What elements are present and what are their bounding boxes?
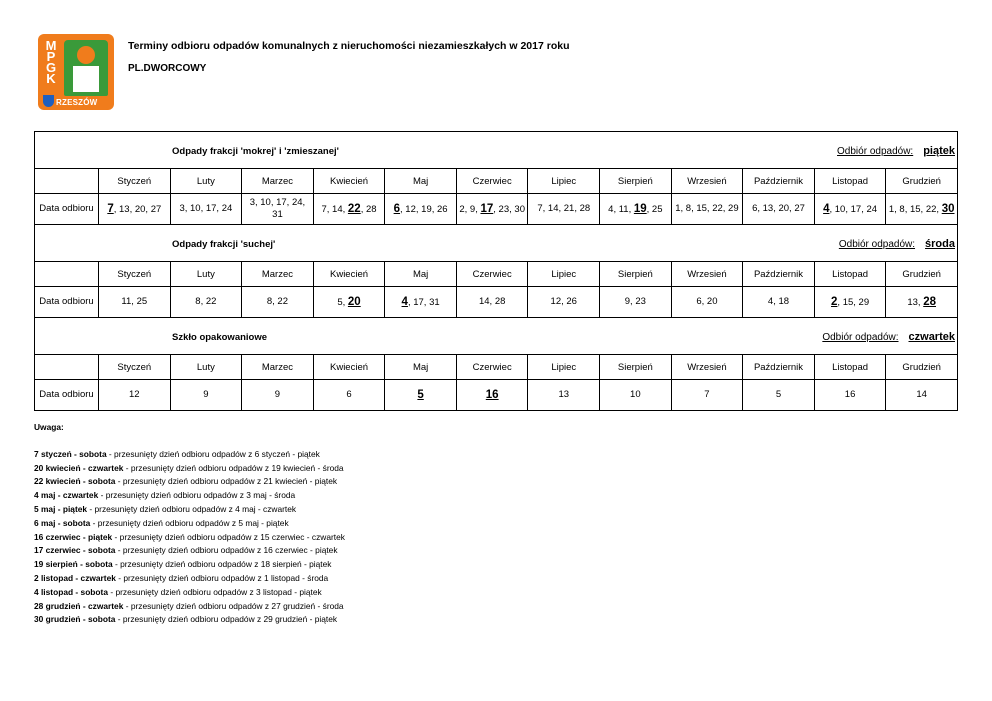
date-cell <box>385 194 457 225</box>
shifted-date: 6 <box>393 202 401 215</box>
date-rest: , 13, 20, 27 <box>113 203 162 215</box>
date-cell <box>313 287 385 318</box>
date-rest: 3, 10, 17, 24, 31 <box>249 197 306 220</box>
date-rest: 6 <box>346 389 352 400</box>
date-cell <box>170 287 242 318</box>
month-header: Lipiec <box>528 355 600 380</box>
date-rest: 9 <box>203 389 209 400</box>
mpgk-logo <box>38 34 114 110</box>
note-item <box>34 586 345 600</box>
note-text: - przesunięty dzień odbioru odpadów z 3 maj - środa <box>98 490 296 501</box>
date-cell <box>743 194 815 225</box>
month-header: Wrzesień <box>671 262 743 287</box>
month-header: Marzec <box>242 262 314 287</box>
note-text: - przesunięty dzień odbioru odpadów z 27 grudzień - środa <box>123 600 344 611</box>
date-pre: 1, 8, 15, 22, <box>888 203 942 215</box>
date-cell <box>99 287 171 318</box>
date-rest: 8, 22 <box>266 296 289 307</box>
empty-cell <box>35 169 99 194</box>
date-rest: , 15, 29 <box>837 296 870 308</box>
shifted-date: 5 <box>417 388 424 401</box>
shifted-date: 30 <box>941 202 955 215</box>
date-rest: 7 <box>704 389 710 400</box>
month-header: Wrzesień <box>671 169 743 194</box>
dates-row <box>35 287 958 318</box>
pickup-weekday: piątek <box>923 145 955 157</box>
month-header: Kwiecień <box>313 262 385 287</box>
note-date: 16 czerwiec - piątek <box>34 531 113 542</box>
pickup-weekday: czwartek <box>908 331 955 343</box>
months-row <box>35 355 958 380</box>
note-item <box>34 544 345 558</box>
date-rest: 6, 20 <box>696 296 718 307</box>
shifted-date: 22 <box>347 202 361 215</box>
month-header: Styczeń <box>99 355 171 380</box>
note-date: 28 grudzień - czwartek <box>34 600 124 611</box>
month-header: Czerwiec <box>456 262 528 287</box>
shifted-date: 2 <box>831 295 838 308</box>
month-header: Luty <box>170 355 242 380</box>
note-date: 30 grudzień - sobota <box>34 614 116 625</box>
date-cell <box>528 194 600 225</box>
pickup-label: Odbiór odpadów: <box>822 332 899 343</box>
date-rest: 9 <box>274 389 281 400</box>
pickup-label: Odbiór odpadów: <box>838 239 916 250</box>
date-cell <box>600 380 672 411</box>
date-cell <box>743 380 815 411</box>
date-cell <box>671 287 743 318</box>
section-header-row <box>35 132 958 169</box>
note-date: 2 listopad - czwartek <box>34 572 116 583</box>
dates-row <box>35 194 958 225</box>
date-cell <box>600 287 672 318</box>
date-cell <box>886 287 958 318</box>
city-crest-icon <box>43 95 54 107</box>
month-header: Październik <box>743 262 815 287</box>
row-label: Data odbioru <box>35 287 99 318</box>
note-date: 6 maj - sobota <box>34 517 91 528</box>
note-text: - przesunięty dzień odbioru odpadów z 19 kwiecień - środa <box>123 462 344 473</box>
dates-row <box>35 380 958 411</box>
date-cell <box>242 287 314 318</box>
note-item <box>34 613 345 627</box>
month-header: Październik <box>743 355 815 380</box>
month-header: Luty <box>170 262 242 287</box>
section-header-row <box>35 318 958 355</box>
date-rest: , 25 <box>646 203 663 215</box>
note-item <box>34 572 345 586</box>
empty-cell <box>35 355 99 380</box>
shifted-date: 16 <box>485 388 499 401</box>
date-cell <box>385 287 457 318</box>
date-pre: 4, 11, <box>608 203 634 215</box>
date-cell <box>886 194 958 225</box>
section-header-row <box>35 225 958 262</box>
date-rest: 16 <box>844 389 856 400</box>
note-text: - przesunięty dzień odbioru odpadów z 3 listopad - piątek <box>108 586 322 597</box>
date-pre: 7, 14, <box>321 203 348 215</box>
date-rest: , 12, 19, 26 <box>400 203 448 215</box>
month-header: Marzec <box>242 169 314 194</box>
pickup-day <box>837 145 955 157</box>
section-title: Odpady frakcji 'mokrej' i 'zmieszanej' <box>172 146 339 157</box>
date-cell <box>886 380 958 411</box>
date-rest: 11, 25 <box>121 296 148 307</box>
date-rest: 9, 23 <box>624 296 646 307</box>
date-rest: 4, 18 <box>767 296 790 307</box>
note-date: 20 kwiecień - czwartek <box>34 462 124 473</box>
date-cell <box>528 380 600 411</box>
shifted-date: 28 <box>923 295 936 308</box>
month-header: Grudzień <box>886 355 958 380</box>
logo-letter: G <box>45 60 57 75</box>
note-date: 5 maj - piątek <box>34 503 88 514</box>
month-header: Październik <box>743 169 815 194</box>
note-text: - przesunięty dzień odbioru odpadów z 21 kwiecień - piątek <box>115 476 338 487</box>
date-cell <box>456 194 528 225</box>
note-date: 19 sierpień - sobota <box>34 559 113 570</box>
note-item <box>34 448 345 462</box>
date-cell <box>99 194 171 225</box>
note-text: - przesunięty dzień odbioru odpadów z 4 maj - czwartek <box>87 503 297 514</box>
note-item <box>34 558 345 572</box>
months-row <box>35 262 958 287</box>
date-cell <box>242 380 314 411</box>
month-header: Maj <box>385 262 457 287</box>
month-header: Czerwiec <box>456 355 528 380</box>
month-header: Sierpień <box>600 262 672 287</box>
date-rest: 5 <box>775 389 782 400</box>
month-header: Maj <box>385 169 457 194</box>
section-title: Odpady frakcji 'suchej' <box>172 239 276 250</box>
date-cell <box>170 380 242 411</box>
note-item <box>34 531 345 545</box>
month-header: Kwiecień <box>313 355 385 380</box>
date-cell <box>385 380 457 411</box>
date-rest: 6, 13, 20, 27 <box>752 203 805 214</box>
notes-heading: Uwaga: <box>34 422 64 432</box>
date-cell <box>814 194 886 225</box>
month-header: Luty <box>170 169 242 194</box>
month-header: Lipiec <box>528 262 600 287</box>
month-header: Maj <box>385 355 457 380</box>
pickup-weekday: środa <box>925 238 955 250</box>
date-cell <box>600 194 672 225</box>
shifted-date: 17 <box>480 202 494 215</box>
location-name: PL.DWORCOWY <box>128 63 207 74</box>
date-cell <box>671 194 743 225</box>
note-date: 4 listopad - sobota <box>34 586 108 597</box>
date-cell <box>528 287 600 318</box>
date-cell <box>99 380 171 411</box>
section-header <box>35 225 958 262</box>
date-pre: 13, <box>907 296 924 308</box>
logo-letter: M <box>45 38 57 53</box>
month-header: Styczeń <box>99 169 171 194</box>
date-rest: 10 <box>630 389 641 400</box>
row-label: Data odbioru <box>35 194 99 225</box>
date-rest: , 17, 31 <box>407 296 440 308</box>
date-rest: 7, 14, 21, 28 <box>537 203 591 214</box>
schedule-table <box>34 131 958 411</box>
shifted-date: 7 <box>107 202 114 215</box>
date-cell <box>170 194 242 225</box>
shifted-date: 4 <box>823 202 830 215</box>
month-header: Styczeń <box>99 262 171 287</box>
date-cell <box>814 287 886 318</box>
note-text: - przesunięty dzień odbioru odpadów z 18 sierpień - piątek <box>112 559 332 570</box>
pickup-day <box>822 331 955 343</box>
logo-letter: K <box>46 71 56 86</box>
date-rest: 14 <box>916 389 927 400</box>
pickup-label: Odbiór odpadów: <box>837 146 914 157</box>
note-item <box>34 517 345 531</box>
date-cell <box>456 287 528 318</box>
note-date: 7 styczeń - sobota <box>34 448 107 459</box>
note-date: 17 czerwiec - sobota <box>34 545 116 556</box>
date-rest: 13 <box>558 389 570 400</box>
shifted-date: 19 <box>633 202 647 215</box>
note-item <box>34 462 345 476</box>
month-header: Kwiecień <box>313 169 385 194</box>
date-rest: 8, 22 <box>195 296 217 307</box>
waste-bin-icon <box>64 40 108 96</box>
date-cell <box>313 380 385 411</box>
shifted-date: 20 <box>347 295 361 308</box>
section-header <box>35 132 958 169</box>
date-cell <box>814 380 886 411</box>
month-header: Sierpień <box>600 169 672 194</box>
date-cell <box>671 380 743 411</box>
note-text: - przesunięty dzień odbioru odpadów z 15 czerwiec - czwartek <box>112 531 345 542</box>
date-pre: 2, 9, <box>459 203 481 215</box>
logo-letters <box>44 40 58 84</box>
date-rest: , 10, 17, 24 <box>829 203 878 215</box>
note-text: - przesunięty dzień odbioru odpadów z 29 grudzień - piątek <box>115 614 338 625</box>
note-item <box>34 489 345 503</box>
note-date: 22 kwiecień - sobota <box>34 476 116 487</box>
date-rest: 1, 8, 15, 22, 29 <box>675 203 739 214</box>
logo-city: RZESZÓW <box>56 98 98 107</box>
month-header: Wrzesień <box>671 355 743 380</box>
note-text: - przesunięty dzień odbioru odpadów z 6 styczeń - piątek <box>106 448 320 459</box>
logo-letter: P <box>46 49 56 64</box>
empty-cell <box>35 262 99 287</box>
note-item <box>34 475 345 489</box>
month-header: Listopad <box>814 355 886 380</box>
date-rest: 3, 10, 17, 24 <box>179 203 233 214</box>
month-header: Marzec <box>242 355 314 380</box>
date-rest: , 23, 30 <box>493 203 525 215</box>
page-title: Terminy odbioru odpadów komunalnych z nieruchomości niezamieszkałych w 2017 roku <box>128 40 570 52</box>
date-rest: 12, 26 <box>550 296 577 307</box>
note-text: - przesunięty dzień odbioru odpadów z 16 czerwiec - piątek <box>115 545 338 556</box>
section-title: Szkło opakowaniowe <box>172 332 268 343</box>
section-header <box>35 318 958 355</box>
date-rest: 12 <box>129 389 140 400</box>
months-row <box>35 169 958 194</box>
month-header: Listopad <box>814 262 886 287</box>
note-text: - przesunięty dzień odbioru odpadów z 1 listopad - środa <box>115 572 329 583</box>
note-item <box>34 600 345 614</box>
date-rest: 14, 28 <box>478 296 506 307</box>
month-header: Grudzień <box>886 169 958 194</box>
date-cell <box>242 194 314 225</box>
note-text: - przesunięty dzień odbioru odpadów z 5 maj - piątek <box>90 517 289 528</box>
date-cell <box>743 287 815 318</box>
month-header: Lipiec <box>528 169 600 194</box>
notes-section <box>34 421 345 627</box>
pickup-day <box>839 238 955 250</box>
shifted-date: 4 <box>401 295 408 308</box>
month-header: Czerwiec <box>456 169 528 194</box>
date-pre: 5, <box>337 296 348 308</box>
note-date: 4 maj - czwartek <box>34 490 99 501</box>
date-cell <box>313 194 385 225</box>
row-label: Data odbioru <box>35 380 99 411</box>
date-rest: , 28 <box>360 203 377 215</box>
month-header: Grudzień <box>886 262 958 287</box>
note-item <box>34 503 345 517</box>
month-header: Sierpień <box>600 355 672 380</box>
date-cell <box>456 380 528 411</box>
month-header: Listopad <box>814 169 886 194</box>
